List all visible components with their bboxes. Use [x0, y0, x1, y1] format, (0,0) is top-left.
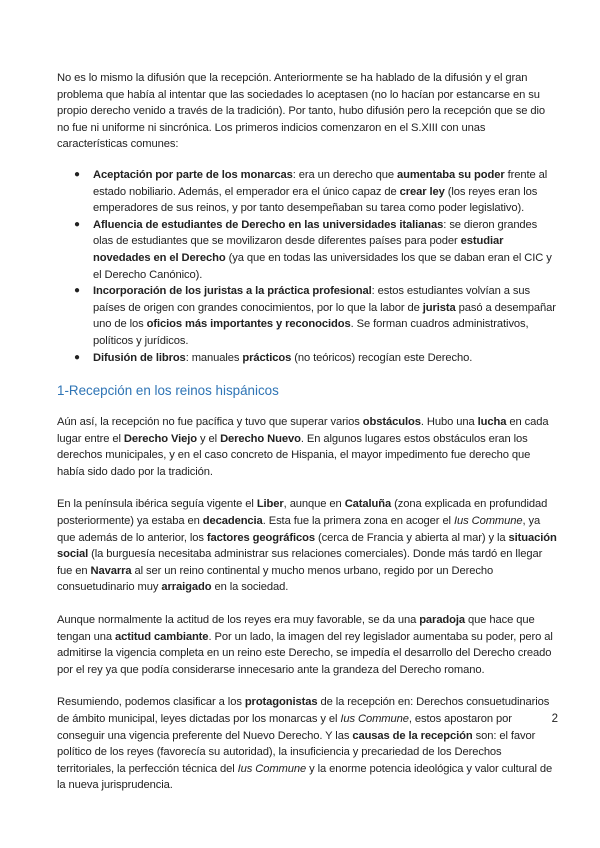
paragraph-paradox: Aunque normalmente la actitud de los reyes era muy favorable, se da una paradoja que hace que tengan una actitud cambiante. Por un lado, la imagen del rey legislador aumentaba su poder, pero al admitirse la vigencia completa en un reino este Derecho, se impedía el desarrollo del Derecho creado por el rey ya que podía considerarse innecesario ante la grandeza del Derecho romano.: [57, 614, 553, 676]
bullet-icon: ●: [74, 168, 80, 180]
characteristics-list: [57, 167, 557, 366]
list-item: ● Incorporación de los juristas a la práctica profesional: estos estudiantes volvían a sus países de origen con grandes conocimientos, por lo que la labor de jurista pasó a desempañar uno de los oficios más importantes y reconocidos. Se forman cuadros administrativos, políticos y jurídicos.: [74, 285, 556, 347]
page-number: 2: [551, 713, 558, 725]
list-item: ● Difusión de libros: manuales prácticos (no teóricos) recogían este Derecho.: [57, 350, 557, 367]
bullet-icon: ●: [74, 351, 80, 363]
list-item: ● Afluencia de estudiantes de Derecho en las universidades italianas: se dieron grandes olas de estudiantes que se movilizaron desde diferentes países para poder estudiar novedades en el Derecho (ya que en todas las universidades los que se daban eran el CIC y el Derecho Canónico).: [74, 218, 552, 281]
paragraph-summary: Resumiendo, podemos clasificar a los protagonistas de la recepción en: Derechos consuetudinarios de ámbito municipal, leyes dictadas por los monarcas y el Ius Commune, estos apostaron por conseguir una vigencia preferente del Nuevo Derecho. Y las causas de la recepción son: el favor político de los reyes (favorecía su autoridad), la insuficiencia y precariedad de los Derechos territoriales, la perfección técnica del Ius Commune y la enorme potencia ideológica y valor cultural de la nueva jurisprudencia.: [57, 696, 553, 792]
list-item: ● Aceptación por parte de los monarcas: era un derecho que aumentaba su poder frente al estado nobiliario. Además, el emperador era el único capaz de crear ley (los reyes eran los emperadores de sus reinos, y por tanto desempeñaban su tarea como poder legislativo).: [74, 168, 548, 215]
paragraph-obstacles: Aún así, la recepción no fue pacífica y tuvo que superar varios obstáculos. Hubo una lucha en cada lugar entre el Derecho Viejo y el Derecho Nuevo. En algunos lugares estos obstáculos eran los derechos municipales, y en el caso concreto de Hispania, el mayor impedimento fue derecho que había sido dado por la tradición.: [57, 416, 549, 478]
page-content: [57, 70, 557, 794]
section-heading: 1-Recepción en los reinos hispánicos: [57, 383, 279, 399]
bullet-icon: ●: [74, 218, 80, 230]
bullet-icon: ●: [74, 285, 80, 297]
paragraph-iberian-peninsula: En la península ibérica seguía vigente el Liber, aunque en Cataluña (zona explicada en profundidad posteriormente) ya estaba en decadencia. Esta fue la primera zona en acoger el Ius Commune, ya que además de lo anterior, los factores geográficos (cerca de Francia y abierta al mar) y la situación social (la burguesía necesitaba administrar sus relaciones comerciales). Donde más tardó en llegar fue en Navarra al ser un reino continental y mucho menos urbano, regido por un Derecho consuetudinario muy arraigado en la sociedad.: [57, 498, 557, 594]
intro-paragraph: No es lo mismo la difusión que la recepción. Anteriormente se ha hablado de la difusión y el gran problema que había al intentar que las sociedades lo aceptasen (no lo hacían por estancarse en su propio derecho venido a través de la tradición). Por tanto, hubo difusión pero la recepción que se dio no fue ni uniforme ni sincrónica. Los primeros indicios comenzaron en el S.XIII con unas características comunes:: [57, 72, 545, 151]
